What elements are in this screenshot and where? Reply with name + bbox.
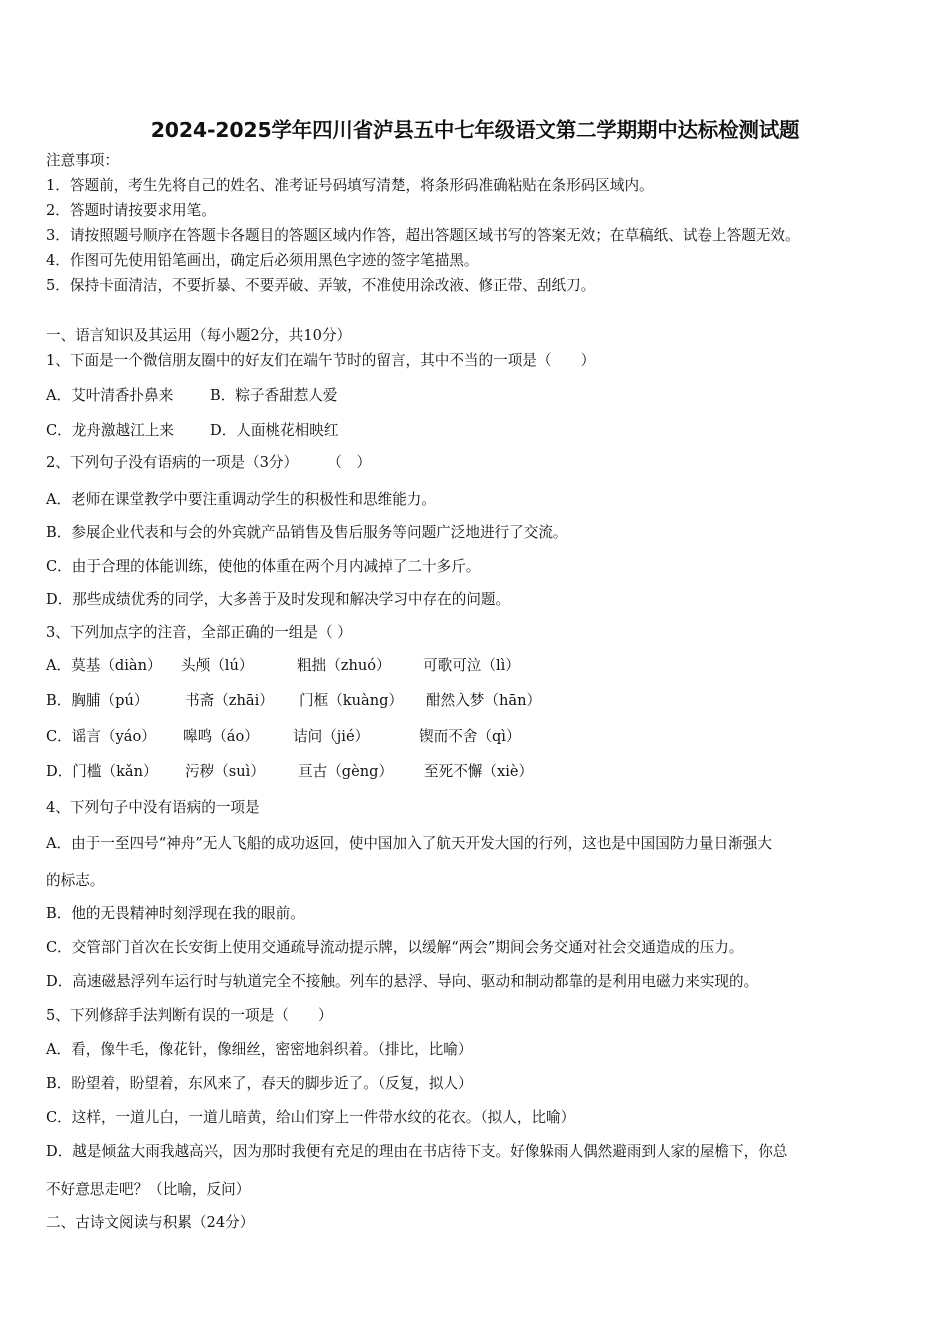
notice-item: 4．作图可先使用铅笔画出，确定后必须用黑色字迹的签字笔描黑。 bbox=[46, 252, 479, 269]
question-stem: 4、下列句子中没有语病的一项是 bbox=[46, 799, 260, 816]
option-b: B．粽子香甜惹人爱 bbox=[210, 387, 338, 404]
pinyin-item: 诘问（jié） bbox=[293, 728, 370, 745]
pinyin-item: B．胸脯（pú） bbox=[46, 692, 149, 709]
notice-heading: 注意事项： bbox=[46, 152, 119, 169]
question-stem: 5、下列修辞手法判断有误的一项是（ ） bbox=[46, 1007, 333, 1024]
pinyin-item: 书斋（zhāi） bbox=[185, 692, 274, 709]
option-b: B．他的无畏精神时刻浮现在我的眼前。 bbox=[46, 905, 305, 922]
option-row bbox=[46, 762, 533, 782]
pinyin-item: 门框（kuàng） bbox=[299, 692, 404, 709]
option-d: D．高速磁悬浮列车运行时与轨道完全不接触。列车的悬浮、导向、驱动和制动都靠的是利用电磁力来实现的。 bbox=[46, 973, 759, 990]
pinyin-item: 污秽（suì） bbox=[185, 763, 265, 780]
notice-item: 5．保持卡面清洁，不要折暴、不要弄破、弄皱，不准使用涂改液、修正带、刮纸刀。 bbox=[46, 277, 596, 294]
page-title: 2024-2025学年四川省泸县五中七年级语文第二学期期中达标检测试题 bbox=[150, 118, 800, 142]
option-a: A．由于一至四号“神舟”无人飞船的成功返回，使中国加入了航天开发大国的行列，这也是中国国防力量日渐强大 bbox=[46, 835, 772, 852]
question-stem: 3、下列加点字的注音，全部正确的一组是（ ） bbox=[46, 624, 352, 641]
option-c: C．由于合理的体能训练，使他的体重在两个月内减掉了二十多斤。 bbox=[46, 558, 481, 575]
option-row bbox=[46, 386, 337, 406]
question-stem: 1、下面是一个微信朋友圈中的好友们在端午节时的留言，其中不当的一项是（ ） bbox=[46, 352, 596, 369]
option-b: B．参展企业代表和与会的外宾就产品销售及售后服务等问题广泛地进行了交流。 bbox=[46, 524, 568, 541]
option-c: C．这样，一道儿白，一道儿暗黄，给山们穿上一件带水纹的花衣。（拟人，比喻） bbox=[46, 1109, 576, 1126]
pinyin-item: 可歌可泣（lì） bbox=[423, 657, 520, 674]
section-heading: 一、语言知识及其运用（每小题2分，共10分） bbox=[46, 327, 352, 344]
pinyin-item: 粗拙（zhuó） bbox=[297, 657, 391, 674]
option-row bbox=[46, 656, 520, 676]
pinyin-item: 亘古（gèng） bbox=[298, 763, 394, 780]
pinyin-item: D．门槛（kǎn） bbox=[46, 763, 158, 780]
option-d: D．人面桃花相映红 bbox=[210, 422, 339, 439]
option-b: B．盼望着，盼望着，东风来了，春天的脚步近了。（反复，拟人） bbox=[46, 1075, 473, 1092]
option-c: C．交管部门首次在长安街上使用交通疏导流动提示牌，以缓解“两会”期间会务交通对社会交通造成的压力。 bbox=[46, 939, 744, 956]
pinyin-item: C．谣言（yáo） bbox=[46, 728, 156, 745]
option-a: A．艾叶清香扑鼻来 bbox=[46, 387, 174, 404]
pinyin-item: 锲而不舍（qì） bbox=[419, 728, 521, 745]
option-a: A．看，像牛毛，像花针，像细丝，密密地斜织着。（排比，比喻） bbox=[46, 1041, 473, 1058]
notice-item: 2．答题时请按要求用笔。 bbox=[46, 202, 216, 219]
pinyin-item: 嗥鸣（áo） bbox=[183, 728, 259, 745]
option-d: D．越是倾盆大雨我越高兴，因为那时我便有充足的理由在书店待下支。好像躲雨人偶然避雨到人家的屋檐下，你总 bbox=[46, 1143, 788, 1160]
pinyin-item: 至死不懈（xiè） bbox=[424, 763, 534, 780]
question-stem: 2、下列句子没有语病的一项是（3分） （ ） bbox=[46, 454, 372, 471]
notice-item: 3．请按照题号顺序在答题卡各题目的答题区域内作答，超出答题区域书写的答案无效；在草稿纸、试卷上答题无效。 bbox=[46, 227, 800, 244]
option-row bbox=[46, 727, 521, 747]
pinyin-item: 头颅（lú） bbox=[181, 657, 254, 674]
option-a-continued: 的标志。 bbox=[46, 872, 105, 889]
notice-item: 1．答题前，考生先将自己的姓名、准考证号码填写清楚，将条形码准确粘贴在条形码区域内。 bbox=[46, 177, 654, 194]
pinyin-item: A．莫基（diàn） bbox=[46, 657, 162, 674]
option-d-continued: 不好意思走吧？（比喻，反问） bbox=[46, 1181, 251, 1198]
pinyin-item: 酣然入梦（hān） bbox=[426, 692, 542, 709]
option-d: D．那些成绩优秀的同学，大多善于及时发现和解决学习中存在的问题。 bbox=[46, 591, 511, 608]
option-row bbox=[46, 421, 338, 441]
option-row bbox=[46, 691, 541, 711]
option-a: A．老师在课堂教学中要注重调动学生的积极性和思维能力。 bbox=[46, 491, 436, 508]
section-heading: 二、古诗文阅读与积累（24分） bbox=[46, 1214, 255, 1231]
option-c: C．龙舟激越江上来 bbox=[46, 422, 174, 439]
